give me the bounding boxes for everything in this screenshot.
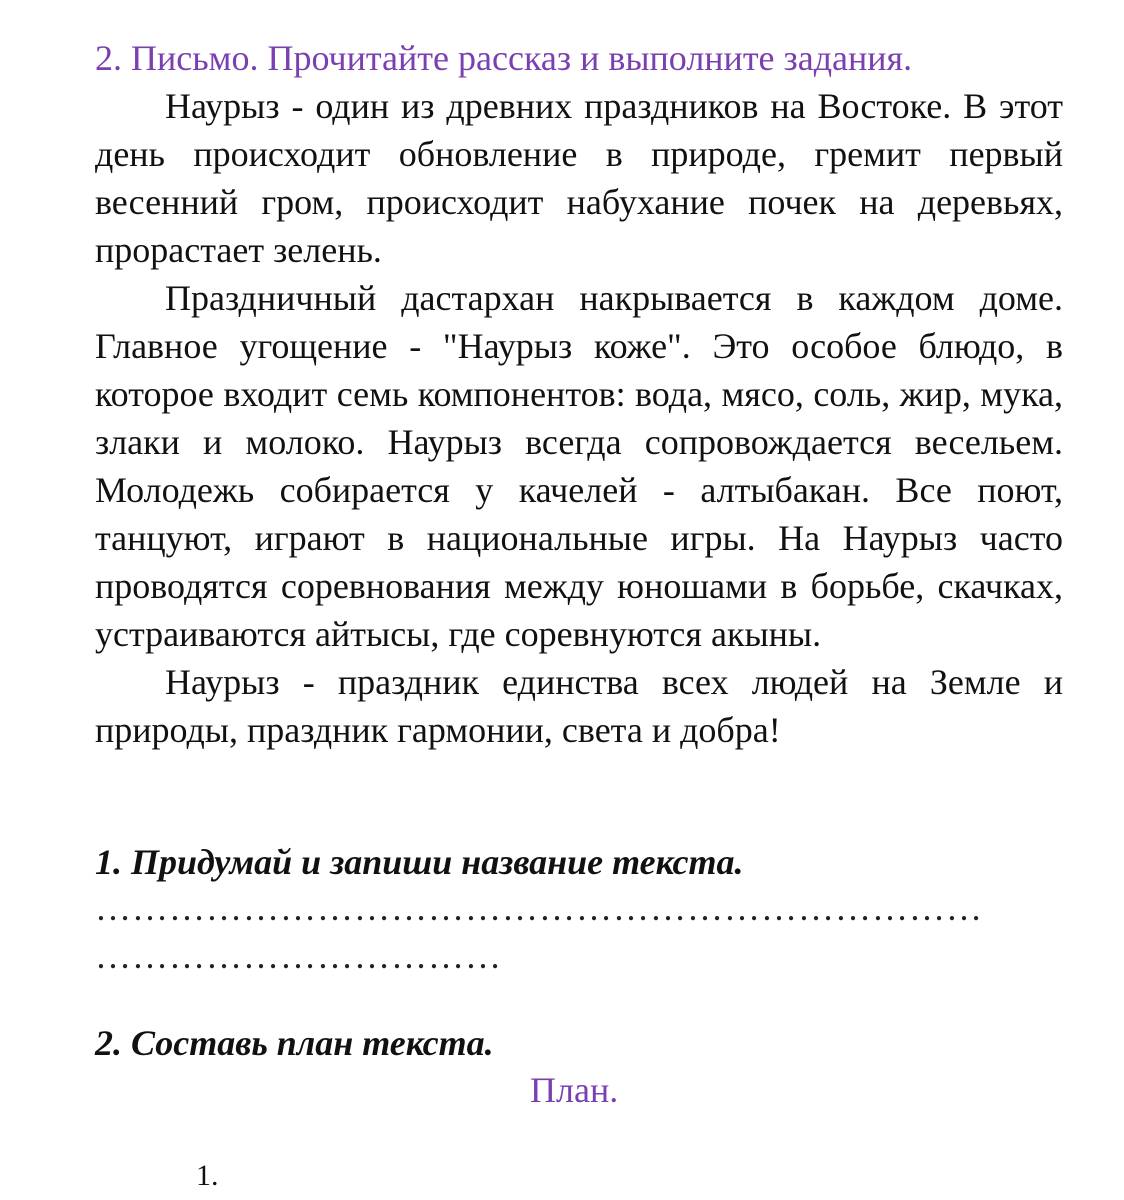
task-2-title: 2. Составь план текста. bbox=[95, 1023, 494, 1063]
story-paragraph-3: Наурыз - праздник единства всех людей на Земле и природы, праздник гармонии, света и добра! bbox=[95, 662, 1063, 750]
answer-line-1: ……………………………………………………………… bbox=[95, 888, 983, 928]
story-paragraph-2: Праздничный дастархан накрывается в каждом доме. Главное угощение - "Наурыз коже". Это особое блюдо, в которое входит семь компонентов: вода, мясо, соль, жир, мука, злаки и молоко. Наурыз всегда сопровождается весельем. Молодежь собирается у качелей - алтыбакан. Все поют, танцуют, играют в национальные игры. На Наурыз часто проводятся соревнования между юношами в борьбе, скачках, устраиваются айтысы, где соревнуются акыны. bbox=[95, 278, 1063, 654]
plan-item-1: 1. bbox=[196, 1159, 219, 1192]
answer-line-2: …………………………… bbox=[95, 936, 502, 976]
task-1-title: 1. Придумай и запиши название текста. bbox=[95, 842, 744, 882]
story-paragraph-1: Наурыз - один из древних праздников на Востоке. В этот день происходит обновление в природе, гремит первый весенний гром, происходит набухание почек на деревьях, прорастает зелень. bbox=[95, 86, 1063, 270]
story-text bbox=[95, 82, 1063, 754]
section-heading: 2. Письмо. Прочитайте рассказ и выполните задания. bbox=[95, 38, 913, 78]
plan-title: План. bbox=[530, 1070, 619, 1110]
